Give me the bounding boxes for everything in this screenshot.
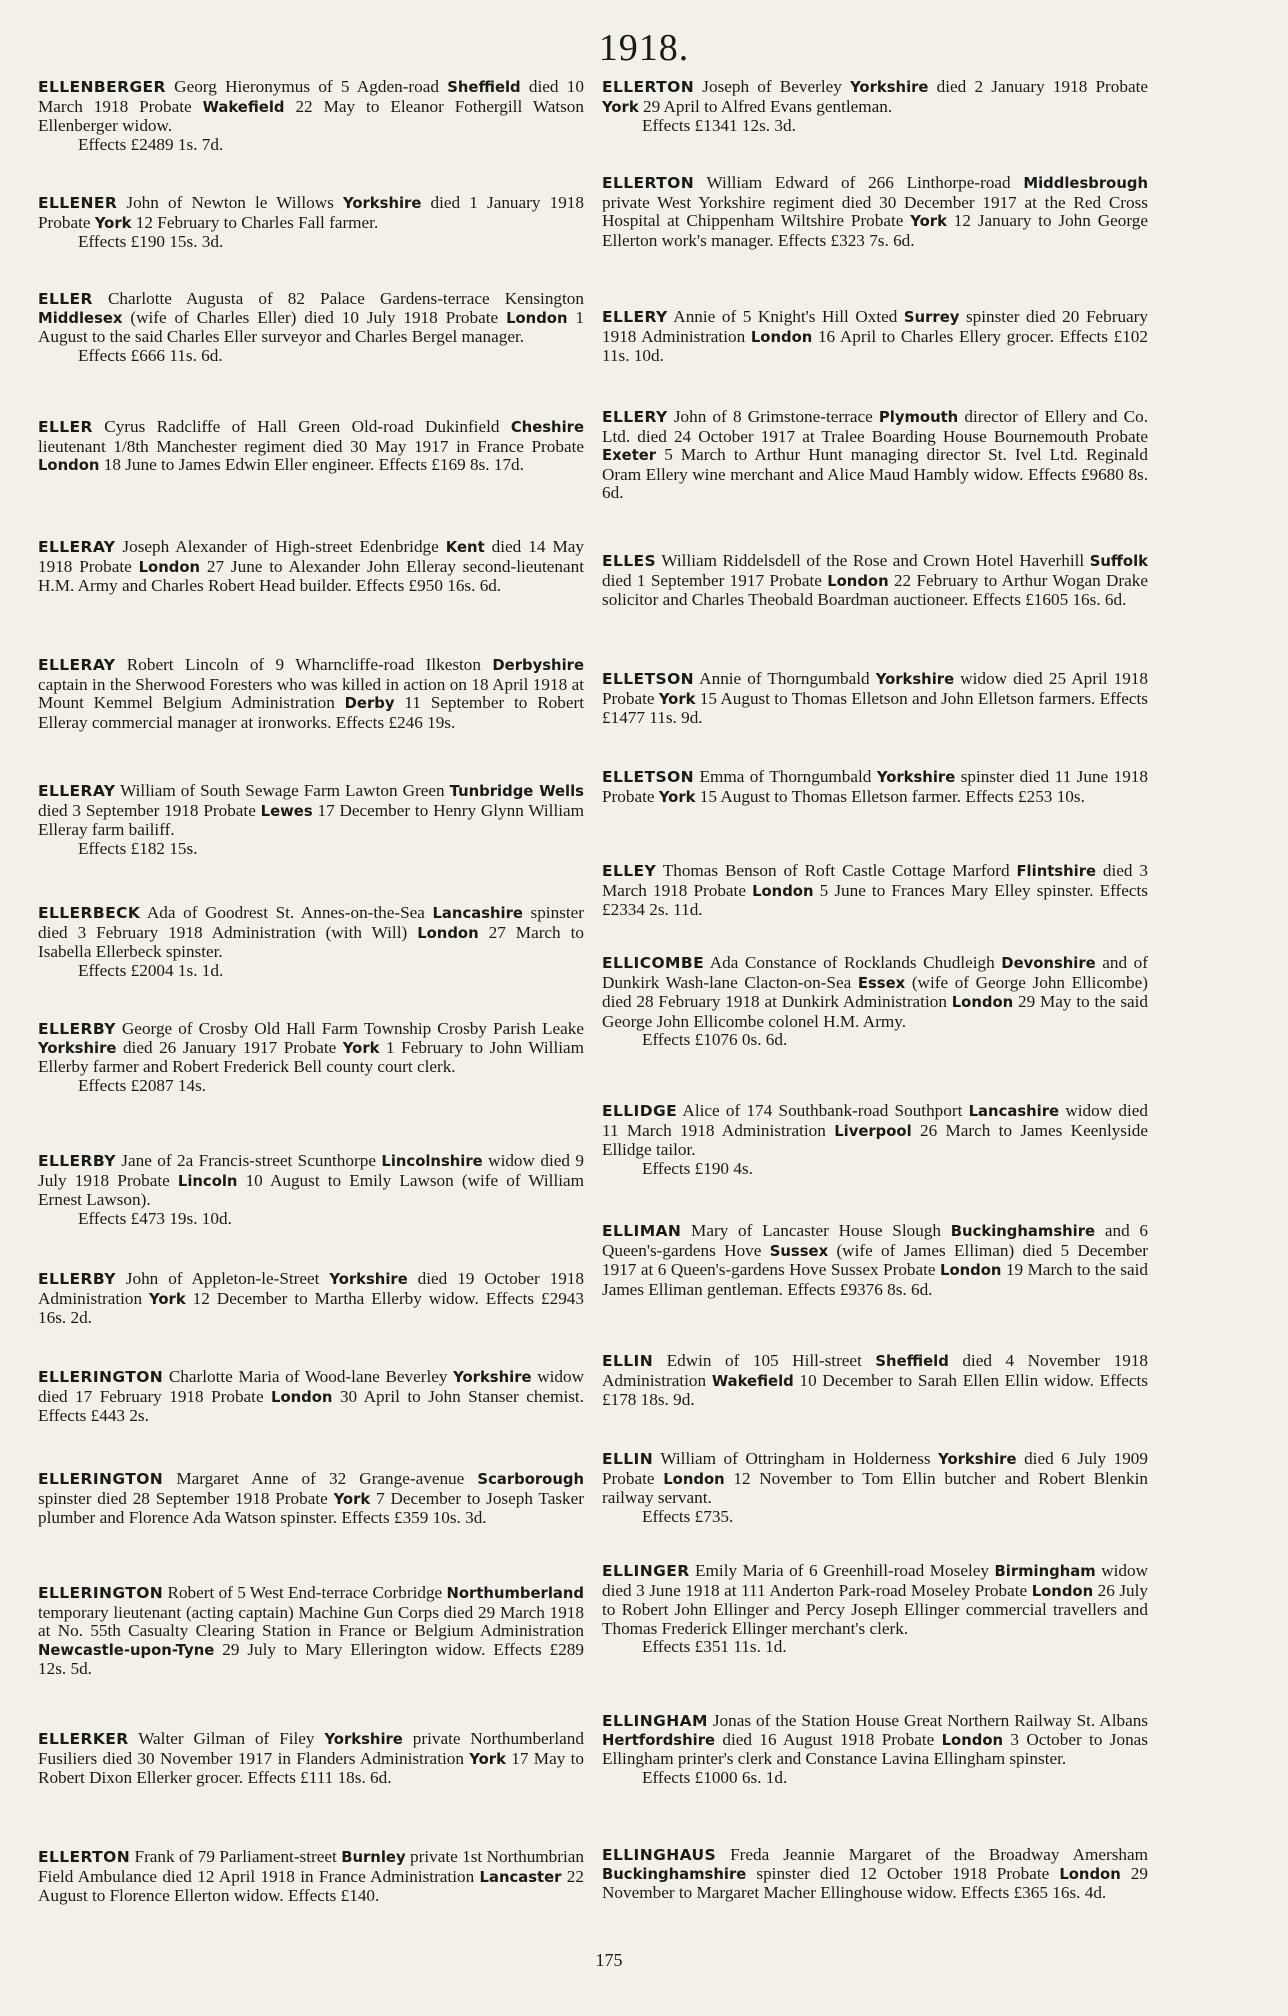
entry-place: Lewes <box>260 802 313 820</box>
entry-detail: spinster died 12 October 1918 Probate <box>746 1863 1060 1883</box>
entry-place: Tunbridge Wells <box>449 783 584 800</box>
entry-text <box>602 1222 1148 1299</box>
entry-place: York <box>333 1490 371 1508</box>
entry-surname: ELLIDGE <box>602 1102 678 1120</box>
entry-detail: William Edward of 266 Linthorpe-road <box>694 173 1024 192</box>
entry-detail: Ada Constance of Rocklands Chudleigh <box>704 953 1002 972</box>
entry-detail: widow died 17 February 1918 Probate <box>38 1367 584 1406</box>
entry-detail: 11 September to Robert Elleray commercial manager at ironworks. Effects £246 19s. <box>38 693 584 732</box>
entry-text <box>38 1848 584 1906</box>
register-entry <box>38 1730 584 1788</box>
entry-effects: Effects £182 15s. <box>78 838 198 858</box>
entry-place: Suffolk <box>1089 553 1148 570</box>
entry-surname: ELLIN <box>602 1450 654 1468</box>
entry-detail: Margaret Anne of 32 Grange-avenue <box>163 1469 478 1488</box>
entry-detail: died 2 January 1918 Probate <box>928 77 1148 96</box>
entry-place: Middlesbrough <box>1023 175 1148 192</box>
entry-place: Yorkshire <box>329 1271 408 1288</box>
entry-effects: Effects £190 15s. 3d. <box>78 232 224 252</box>
entry-detail: 3 October to Jonas Ellingham printer's clerk and Constance Lavina Ellingham spinster. <box>602 1729 1148 1769</box>
entry-surname: ELLERBY <box>38 1152 116 1170</box>
entry-detail: 29 November to Margaret Macher Ellinghouse widow. Effects £365 16s. 4d. <box>602 1863 1148 1903</box>
entry-place: London <box>752 882 814 900</box>
entry-detail: Charlotte Augusta of 82 Palace Gardens-terrace Kensington <box>92 289 584 308</box>
entry-detail: Mary of Lancaster House Slough <box>681 1221 951 1240</box>
entry-surname: ELLERTON <box>602 78 695 96</box>
register-entry <box>602 954 1148 1050</box>
entry-surname: ELLETSON <box>602 670 695 688</box>
entry-detail: John of Appleton-le-Street <box>115 1269 330 1288</box>
entry-place: Hertfordshire <box>602 1731 716 1749</box>
entry-detail: private Northumberland Fusiliers died 30 November 1917 in Flanders Administration <box>38 1729 584 1768</box>
entry-surname: ELLENBERGER <box>38 78 166 96</box>
entry-detail: (wife of James Elliman) died 5 December 1917 at 6 Queen's-gardens Hove Sussex Probate <box>602 1240 1149 1280</box>
entry-text <box>38 1584 584 1679</box>
entry-effects: Effects £2087 14s. <box>78 1075 207 1095</box>
entry-text <box>38 1020 584 1077</box>
entry-place: Cheshire <box>510 419 584 436</box>
entry-detail: Georg Hieronymus of 5 Agden-road <box>165 77 448 96</box>
entry-text <box>38 194 584 233</box>
entry-place: Derbyshire <box>492 657 584 674</box>
entry-detail: 10 December to Sarah Ellen Ellin widow. Effects £178 18s. 9d. <box>602 1370 1148 1410</box>
entry-detail: Alice of 174 Southbank-road Southport <box>677 1101 969 1120</box>
entry-place: Yorkshire <box>876 769 956 786</box>
register-entry <box>38 1152 584 1228</box>
entry-text <box>602 174 1148 250</box>
entry-text <box>38 538 584 596</box>
entry-place: Surrey <box>903 309 960 326</box>
register-entry <box>602 1450 1148 1526</box>
entry-place: York <box>94 214 132 232</box>
entry-detail: Joseph of Beverley <box>694 77 851 96</box>
entry-place: Buckinghamshire <box>950 1223 1096 1240</box>
register-entry <box>602 1562 1148 1657</box>
entry-place: Lancashire <box>432 905 523 922</box>
entry-surname: ELLIMAN <box>602 1222 682 1240</box>
entry-detail: Freda Jeannie Margaret of the Broadway Amersham <box>716 1845 1148 1864</box>
entry-effects: Effects £473 19s. 10d. <box>78 1208 232 1228</box>
entry-text <box>602 768 1148 807</box>
entry-place: Liverpool <box>834 1122 912 1140</box>
entry-surname: ELLEY <box>602 862 657 880</box>
entry-detail: private 1st Northumbrian Field Ambulance died 12 April 1918 in France Administration <box>38 1847 584 1886</box>
entry-place: Derby <box>344 695 395 713</box>
entry-text <box>38 1470 584 1528</box>
entry-text <box>38 78 584 136</box>
entry-place: London <box>750 328 813 346</box>
register-entry <box>38 418 584 476</box>
entry-text <box>38 656 584 732</box>
entry-detail: died 14 May 1918 Probate <box>38 537 584 576</box>
entry-detail: widow died 3 June 1918 at 111 Anderton Park-road Moseley Probate <box>602 1561 1148 1600</box>
entry-detail: (wife of Charles Eller) died 10 July 1918 Probate <box>122 307 507 327</box>
register-entry <box>602 308 1148 366</box>
entry-place: York <box>342 1039 380 1057</box>
entry-detail: Annie of Thorngumbald <box>694 669 876 688</box>
entry-detail: widow died 9 July 1918 Probate <box>38 1151 584 1190</box>
entry-detail: 27 March to Isabella Ellerbeck spinster. <box>38 922 585 962</box>
entry-detail: lieutenant 1/8th Manchester regiment died 30 May 1917 in France Probate <box>38 436 584 456</box>
entry-detail: 5 March to Arthur Hunt managing director St. Ivel Ltd. Reginald Oram Ellery wine merchant and Alice Maud Hambly widow. Effects £9680 8s. 6d. <box>602 445 1148 503</box>
page-number: 175 <box>595 1950 623 1970</box>
entry-place: London <box>663 1470 725 1488</box>
entry-detail: 17 December to Henry Glynn William Elleray farm bailiff. <box>38 800 584 840</box>
entry-effects: Effects £2489 1s. 7d. <box>78 134 224 154</box>
entry-text <box>38 1270 584 1328</box>
entry-surname: ELLERBY <box>38 1270 116 1288</box>
entry-detail: spinster died 3 February 1918 Administration (with Will) <box>38 903 584 942</box>
entry-detail: 12 February to Charles Fall farmer. <box>131 212 379 232</box>
register-entry <box>602 1712 1148 1787</box>
entry-place: Plymouth <box>878 409 959 426</box>
register-entry <box>602 1352 1148 1410</box>
entry-detail: died 10 March 1918 Probate <box>38 77 584 116</box>
entry-detail: and 6 Queen's-gardens Hove <box>602 1221 1148 1260</box>
entry-place: Newcastle-upon-Tyne <box>38 1641 215 1659</box>
entry-place: Birmingham <box>994 1563 1096 1580</box>
entry-detail: 29 April to Alfred Evans gentleman. <box>638 96 893 116</box>
entry-effects: Effects £351 11s. 1d. <box>642 1637 787 1657</box>
entry-text <box>38 418 584 476</box>
entry-detail: died 3 March 1918 Probate <box>602 861 1149 900</box>
entry-detail: 22 August to Florence Ellerton widow. Effects £140. <box>38 1866 584 1906</box>
entry-detail: Charlotte Maria of Wood-lane Beverley <box>163 1367 454 1386</box>
entry-surname: ELLINGHAM <box>602 1712 708 1730</box>
entry-text <box>602 1712 1148 1769</box>
entry-place: Northumberland <box>446 1585 584 1602</box>
entry-detail: John of 8 Grimstone-terrace <box>667 407 879 426</box>
entry-text <box>38 904 584 962</box>
entry-detail: spinster died 11 June 1918 Probate <box>602 767 1148 806</box>
entry-place: Yorkshire <box>342 195 422 212</box>
register-entry <box>602 1846 1148 1903</box>
entry-text <box>38 1730 584 1788</box>
register-entry <box>38 538 584 596</box>
entry-place: London <box>940 1262 1002 1280</box>
entry-effects: Effects £2004 1s. 1d. <box>78 960 224 980</box>
entry-place: London <box>941 1731 1004 1749</box>
entry-detail: 22 May to Eleanor Fothergill Watson Ellenberger widow. <box>38 96 584 136</box>
register-entry <box>602 670 1148 728</box>
entry-detail: Annie of 5 Knight's Hill Oxted <box>667 307 904 326</box>
entry-detail: 12 December to Martha Ellerby widow. Effects £2943 16s. 2d. <box>38 1288 584 1328</box>
entry-detail: died 6 July 1909 Probate <box>602 1449 1148 1488</box>
entry-text <box>602 954 1148 1031</box>
entry-surname: ELLINGHAUS <box>602 1846 717 1864</box>
entry-detail: 16 April to Charles Ellery grocer. Effects £102 11s. 10d. <box>602 326 1148 366</box>
entry-place: Scarborough <box>477 1471 584 1488</box>
entry-detail: Robert Lincoln of 9 Wharncliffe-road Ilkeston <box>115 655 493 674</box>
entry-place: Middlesex <box>38 309 123 327</box>
entry-place: Yorkshire <box>938 1451 1017 1468</box>
register-entry <box>602 1222 1148 1299</box>
entry-detail: George of Crosby Old Hall Farm Township Crosby Parish Leake <box>115 1019 584 1038</box>
entry-surname: ELLERAY <box>38 656 116 674</box>
entry-detail: 15 August to Thomas Elletson farmer. Effects £253 10s. <box>695 786 1085 806</box>
entry-place: Yorkshire <box>453 1369 532 1386</box>
entry-detail: and of Dunkirk Wash-lane Clacton-on-Sea <box>602 953 1148 992</box>
entry-detail: (wife of George John Ellicombe) died 28 February 1918 at Dunkirk Administration <box>602 972 1148 1012</box>
register-entry <box>602 862 1148 920</box>
register-entry <box>38 1470 584 1528</box>
entry-place: Burnley <box>341 1849 406 1866</box>
entry-place: Exeter <box>602 447 657 465</box>
entry-detail: 5 June to Frances Mary Elley spinster. Effects £2334 2s. 11d. <box>602 880 1148 920</box>
entry-place: Yorkshire <box>850 79 929 96</box>
entry-surname: ELLES <box>602 552 657 570</box>
entry-place: London <box>271 1388 333 1406</box>
entry-surname: ELLERAY <box>38 538 116 556</box>
entry-text <box>602 78 1148 117</box>
entry-surname: ELLERAY <box>38 782 116 800</box>
entry-text <box>602 308 1148 366</box>
entry-detail: widow died 11 March 1918 Administration <box>602 1101 1148 1140</box>
entry-surname: ELLER <box>38 290 93 308</box>
register-entry <box>38 1368 584 1426</box>
entry-detail: William of Ottringham in Holderness <box>653 1449 939 1468</box>
entry-place: London <box>138 558 201 576</box>
entry-detail: William Riddelsdell of the Rose and Crown Hotel Haverhill <box>656 551 1090 570</box>
entry-text <box>602 1352 1148 1410</box>
entry-detail: Frank of 79 Parliament-street <box>130 1847 342 1866</box>
entry-text <box>602 1562 1148 1638</box>
register-entry <box>38 656 584 732</box>
entry-detail: William of South Sewage Farm Lawton Green <box>115 781 450 800</box>
entry-detail: died 16 August 1918 Probate <box>715 1729 942 1749</box>
entry-place: York <box>602 98 639 116</box>
entry-detail: Cyrus Radcliffe of Hall Green Old-road Dukinfield <box>92 417 511 436</box>
entry-text <box>602 862 1148 920</box>
entry-detail: 1 February to John William Ellerby farmer and Robert Frederick Bell county court clerk. <box>38 1037 584 1077</box>
entry-detail: Emily Maria of 6 Greenhill-road Moseley <box>689 1561 995 1580</box>
entry-place: York <box>149 1290 186 1308</box>
entry-detail: 19 March to the said James Elliman gentleman. Effects £9376 8s. 6d. <box>602 1260 1148 1299</box>
entry-place: London <box>951 994 1014 1012</box>
entry-detail: private West Yorkshire regiment died 30 December 1917 at the Red Cross Hospital at Chippenham Wiltshire Probate <box>602 192 1148 231</box>
entry-place: London <box>38 457 100 475</box>
register-entry <box>38 78 584 154</box>
entry-place: Lincolnshire <box>381 1153 483 1170</box>
entry-detail: 26 March to James Keenlyside Ellidge tailor. <box>602 1120 1148 1160</box>
entry-text <box>38 1152 584 1210</box>
entry-detail: Thomas Benson of Roft Castle Cottage Marford <box>656 861 1017 880</box>
entry-detail: 17 May to Robert Dixon Ellerker grocer. Effects £111 18s. 6d. <box>38 1748 585 1788</box>
entry-place: Yorkshire <box>324 1731 403 1748</box>
entry-detail: 29 May to the said George John Ellicombe colonel H.M. Army. <box>602 992 1149 1031</box>
entry-detail: John of Newton le Willows <box>117 193 343 212</box>
entry-place: Sussex <box>769 1242 829 1260</box>
entry-place: Lancaster <box>479 1868 562 1886</box>
entry-place: Lincoln <box>177 1172 238 1190</box>
entry-effects: Effects £666 11s. 6d. <box>78 345 223 365</box>
register-entry <box>602 1102 1148 1178</box>
entry-detail: Robert of 5 West End-terrace Corbridge <box>163 1583 447 1602</box>
entry-place: Yorkshire <box>875 671 955 688</box>
entry-place: Wakefield <box>711 1372 794 1390</box>
entry-surname: ELLERBECK <box>38 904 141 922</box>
entry-detail: died 26 January 1917 Probate <box>116 1037 343 1057</box>
register-entry <box>38 904 584 980</box>
entry-surname: ELLENER <box>38 194 118 212</box>
entry-place: Lancashire <box>968 1103 1060 1120</box>
entry-detail: died 1 September 1917 Probate <box>602 570 828 590</box>
entry-detail: widow died 25 April 1918 Probate <box>602 669 1148 708</box>
entry-place: London <box>506 309 568 327</box>
entry-detail: 15 August to Thomas Elletson and John Elletson farmers. Effects £1477 11s. 9d. <box>602 688 1148 728</box>
entry-text <box>38 290 584 347</box>
entry-surname: ELLERINGTON <box>38 1584 164 1602</box>
entry-detail: Walter Gilman of Filey <box>128 1729 325 1748</box>
entry-detail: 26 July to Robert John Ellinger and Percy Joseph Ellinger commercial travellers and Thomas Frederick Ellinger merchant's clerk. <box>602 1580 1149 1638</box>
entry-detail: 10 August to Emily Lawson (wife of William Ernest Lawson). <box>38 1170 584 1210</box>
entry-place: Sheffield <box>875 1353 949 1370</box>
register-entry <box>38 1020 584 1095</box>
entry-surname: ELLERINGTON <box>38 1368 164 1386</box>
entry-detail: died 4 November 1918 Administration <box>602 1351 1149 1390</box>
entry-detail: died 1 January 1918 Probate <box>38 193 584 232</box>
entry-detail: Ada of Goodrest St. Annes-on-the-Sea <box>140 903 433 922</box>
entry-detail: director of Ellery and Co. Ltd. died 24 October 1917 at Tralee Boarding House Bournemouth Probate <box>602 407 1148 446</box>
entry-detail: 27 June to Alexander John Elleray second-lieutenant H.M. Army and Charles Robert Head builder. Effects £950 16s. 6d. <box>38 556 584 596</box>
entry-text <box>602 1846 1148 1903</box>
entry-detail: 22 February to Arthur Wogan Drake solicitor and Charles Theobald Boardman auctioneer. Effects £1605 16s. 6d. <box>602 570 1148 610</box>
register-entry <box>38 1848 584 1906</box>
entry-detail: spinster died 20 February 1918 Administration <box>602 307 1148 346</box>
entry-text <box>602 408 1148 503</box>
entry-detail: died 3 September 1918 Probate <box>38 800 261 820</box>
entry-place: York <box>910 213 947 231</box>
register-entry <box>602 408 1148 503</box>
entry-place: Flintshire <box>1016 863 1097 880</box>
entry-text <box>602 670 1148 728</box>
entry-place: Buckinghamshire <box>602 1865 747 1883</box>
entry-effects: Effects £1076 0s. 6d. <box>642 1030 788 1050</box>
entry-effects: Effects £1000 6s. 1d. <box>642 1767 788 1787</box>
entry-detail: Jonas of the Station House Great Northern Railway St. Albans <box>707 1711 1148 1730</box>
entry-effects: Effects £735. <box>642 1506 734 1526</box>
entry-place: Wakefield <box>202 98 285 116</box>
register-entry <box>602 174 1148 250</box>
entry-place: Sheffield <box>447 79 521 96</box>
entry-place: Yorkshire <box>38 1039 117 1057</box>
entry-place: Essex <box>857 974 906 992</box>
entry-surname: ELLERBY <box>38 1020 116 1038</box>
entry-place: York <box>658 788 696 806</box>
register-entry <box>38 1270 584 1328</box>
page-year-heading: 1918. <box>598 27 690 69</box>
entry-effects: Effects £190 4s. <box>642 1158 753 1178</box>
entry-text <box>38 1368 584 1426</box>
entry-detail: 29 July to Mary Ellerington widow. Effects £289 12s. 5d. <box>38 1639 584 1679</box>
entry-detail: 1 August to the said Charles Eller surveyor and Charles Bergel manager. <box>38 307 584 347</box>
entry-detail: 12 January to John George Ellerton work's manager. Effects £323 7s. 6d. <box>602 211 1148 250</box>
register-entry <box>38 194 584 252</box>
entry-detail: spinster died 28 September 1918 Probate <box>38 1488 334 1508</box>
entry-detail: 30 April to John Stanser chemist. Effects £443 2s. <box>38 1386 584 1426</box>
entry-detail: temporary lieutenant (acting captain) Machine Gun Corps died 29 March 1918 at No. 55th Casualty Clearing Station in France or Belgium Administration <box>38 1602 584 1641</box>
entry-surname: ELLERTON <box>38 1848 131 1866</box>
entry-place: Devonshire <box>1001 955 1096 972</box>
entry-surname: ELLINGER <box>602 1562 690 1580</box>
entry-detail: Jane of 2a Francis-street Scunthorpe <box>115 1151 382 1170</box>
entry-detail: 7 December to Joseph Tasker plumber and Florence Ada Watson spinster. Effects £359 10s. 3d. <box>38 1488 584 1528</box>
entry-detail: died 19 October 1918 Administration <box>38 1269 584 1308</box>
entry-surname: ELLERTON <box>602 174 695 192</box>
entry-text <box>38 782 584 840</box>
entry-place: London <box>827 572 889 590</box>
entry-surname: ELLETSON <box>602 768 695 786</box>
entry-detail: Edwin of 105 Hill-street <box>653 1351 876 1370</box>
entry-text <box>602 1102 1148 1160</box>
entry-text <box>602 552 1148 610</box>
register-entry <box>38 782 584 858</box>
register-entry <box>602 552 1148 610</box>
register-entry <box>602 78 1148 136</box>
entry-effects: Effects £1341 12s. 3d. <box>642 116 796 136</box>
register-entry <box>38 290 584 365</box>
register-entry <box>602 768 1148 807</box>
entry-surname: ELLIN <box>602 1352 654 1370</box>
entry-place: Kent <box>445 539 485 556</box>
entry-surname: ELLERINGTON <box>38 1470 164 1488</box>
entry-place: York <box>658 690 696 708</box>
entry-surname: ELLERY <box>602 408 668 426</box>
entry-detail: Joseph Alexander of High-street Edenbridge <box>115 537 446 556</box>
entry-place: London <box>1059 1865 1121 1883</box>
entry-place: York <box>469 1750 506 1768</box>
entry-place: London <box>417 924 479 942</box>
entry-surname: ELLICOMBE <box>602 954 705 972</box>
entry-detail: 18 June to James Edwin Eller engineer. Effects £169 8s. 17d. <box>99 455 524 475</box>
entry-surname: ELLER <box>38 418 93 436</box>
entry-detail: Emma of Thorngumbald <box>694 767 877 786</box>
entry-surname: ELLERKER <box>38 1730 129 1748</box>
register-entry <box>38 1584 584 1679</box>
entry-detail: captain in the Sherwood Foresters who was killed in action on 18 April 1918 at Mount Kemmel Belgium Administration <box>38 674 584 713</box>
entry-surname: ELLERY <box>602 308 668 326</box>
entry-detail: 12 November to Tom Ellin butcher and Robert Blenkin railway servant. <box>602 1468 1148 1508</box>
entry-text <box>602 1450 1148 1508</box>
entry-place: London <box>1031 1582 1094 1600</box>
